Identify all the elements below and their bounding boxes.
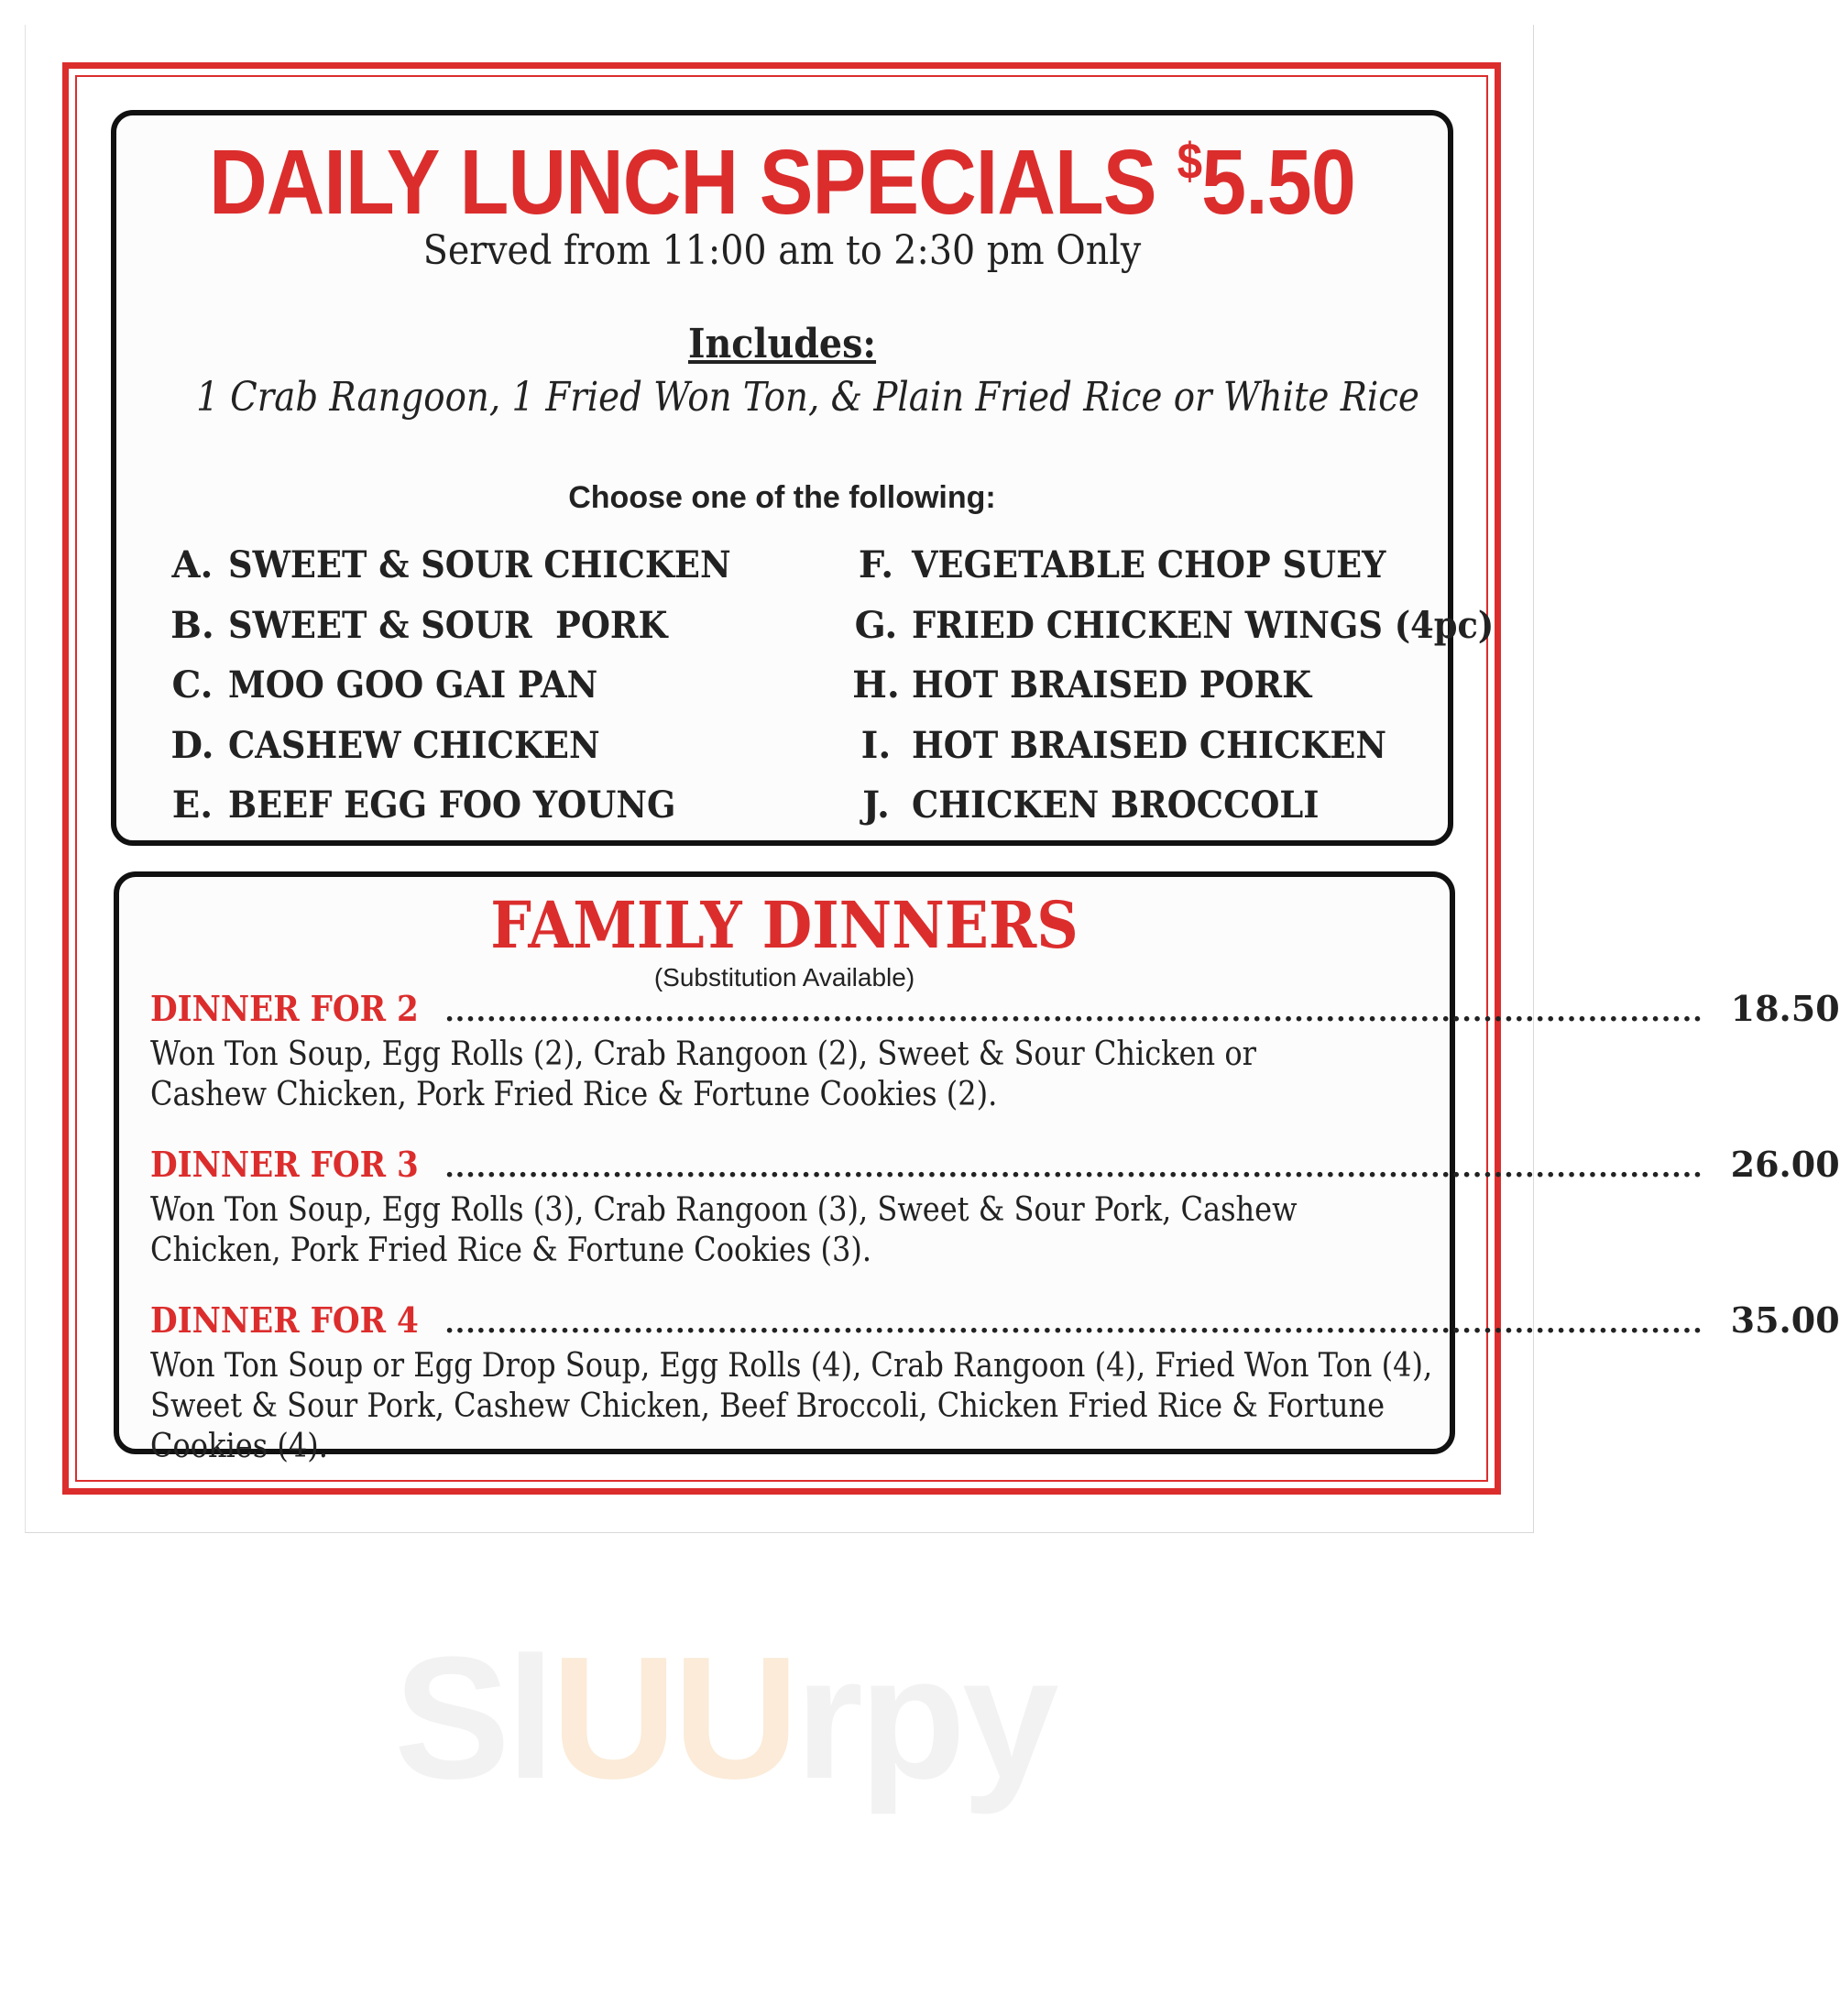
option-name: FRIED CHICKEN WINGS (4pc): [912, 603, 1495, 647]
dinner-item: [150, 1143, 1840, 1271]
option-name: SWEET & SOUR PORK: [228, 603, 668, 647]
dinner-item: [150, 1298, 1840, 1467]
dinner-name: DINNER FOR 4: [150, 1299, 419, 1341]
lunch-title-text: DAILY LUNCH SPECIALS: [209, 131, 1156, 234]
desc-line: Sweet & Sour Pork, Cashew Chicken, Beef Broccoli, Chicken Fried Rice & Fortune Cookies (4).: [150, 1387, 1385, 1465]
desc-line: Chicken, Pork Fried Rice & Fortune Cookies (3).: [150, 1232, 872, 1269]
option-letter: I.: [860, 723, 892, 767]
option-letter: J.: [862, 783, 890, 827]
lunch-option: [840, 596, 1545, 656]
dinner-item: [150, 987, 1840, 1115]
lunch-title: [196, 131, 1368, 234]
watermark-part: Sl: [394, 1621, 552, 1815]
watermark-part: UU: [551, 1621, 795, 1815]
dinner-header: [150, 1298, 1840, 1346]
dinner-price: 35.00: [1730, 1299, 1840, 1341]
lunch-option: [840, 716, 1545, 776]
option-letter: H.: [852, 663, 900, 707]
dinner-description: [150, 1035, 1455, 1115]
lunch-option: [157, 775, 774, 836]
desc-line: Won Ton Soup, Egg Rolls (3), Crab Rangoon (3), Sweet & Sour Pork, Cashew: [150, 1191, 1298, 1229]
dinner-description: [150, 1346, 1455, 1467]
dinner-header: [150, 1143, 1840, 1190]
dot-leader: ........................................................................................................................: [444, 1308, 1703, 1340]
dinner-description: [150, 1190, 1455, 1271]
lunch-price: [1177, 131, 1355, 234]
watermark-logo: [394, 1621, 1056, 1815]
dinner-name: DINNER FOR 2: [150, 988, 419, 1029]
watermark-part: rpy: [794, 1621, 1056, 1815]
option-letter: A.: [171, 543, 214, 587]
lunch-option: [157, 596, 774, 656]
desc-line: Cashew Chicken, Pork Fried Rice & Fortune Cookies (2).: [150, 1076, 998, 1113]
family-dinners-panel: [114, 871, 1840, 1465]
lunch-option: [157, 535, 774, 596]
includes-text: 1 Crab Rangoon, 1 Fried Won Ton, & Plain Fried Rice or White Rice: [196, 374, 1419, 421]
dinner-price: 18.50: [1730, 988, 1840, 1029]
served-hours: Served from 11:00 am to 2:30 pm Only: [422, 227, 1142, 274]
lunch-option: [157, 655, 774, 716]
desc-line: Won Ton Soup, Egg Rolls (2), Crab Rangoon (2), Sweet & Sour Chicken or: [150, 1035, 1256, 1073]
substitution-note: (Substitution Available): [653, 963, 915, 992]
option-name: BEEF EGG FOO YOUNG: [228, 783, 676, 827]
option-letter: F.: [858, 543, 894, 587]
lunch-option: [840, 535, 1545, 596]
lunch-specials-panel: [111, 110, 1495, 846]
option-name: VEGETABLE CHOP SUEY: [912, 543, 1386, 587]
dinner-header: [150, 987, 1840, 1035]
option-name: MOO GOO GAI PAN: [228, 663, 598, 707]
option-letter: B.: [170, 603, 214, 647]
option-letter: C.: [171, 663, 214, 707]
option-name: CHICKEN BROCCOLI: [912, 783, 1320, 827]
option-letter: D.: [170, 723, 214, 767]
options-right-column: [840, 535, 1545, 836]
lunch-option: [157, 716, 774, 776]
options-left-column: [157, 535, 774, 836]
lunch-option: [840, 775, 1545, 836]
dot-leader: ........................................................................................................................: [444, 996, 1703, 1028]
option-letter: E.: [171, 783, 214, 827]
option-name: SWEET & SOUR CHICKEN: [228, 543, 731, 587]
dinner-price: 26.00: [1730, 1144, 1840, 1185]
dot-leader: ........................................................................................................................: [444, 1152, 1703, 1184]
includes-heading: Includes:: [687, 321, 877, 367]
choose-prompt: Choose one of the following:: [568, 480, 996, 515]
dinner-name: DINNER FOR 3: [150, 1144, 419, 1185]
option-name: HOT BRAISED CHICKEN: [912, 723, 1387, 767]
option-name: HOT BRAISED PORK: [912, 663, 1312, 707]
option-name: CASHEW CHICKEN: [228, 723, 600, 767]
lunch-option: [840, 655, 1545, 716]
price-value: 5.50: [1201, 131, 1355, 234]
option-letter: G.: [854, 603, 898, 647]
family-title: FAMILY DINNERS: [490, 887, 1079, 963]
price-currency: $: [1177, 132, 1202, 190]
desc-line: Won Ton Soup or Egg Drop Soup, Egg Rolls (4), Crab Rangoon (4), Fried Won Ton (4),: [150, 1347, 1433, 1385]
